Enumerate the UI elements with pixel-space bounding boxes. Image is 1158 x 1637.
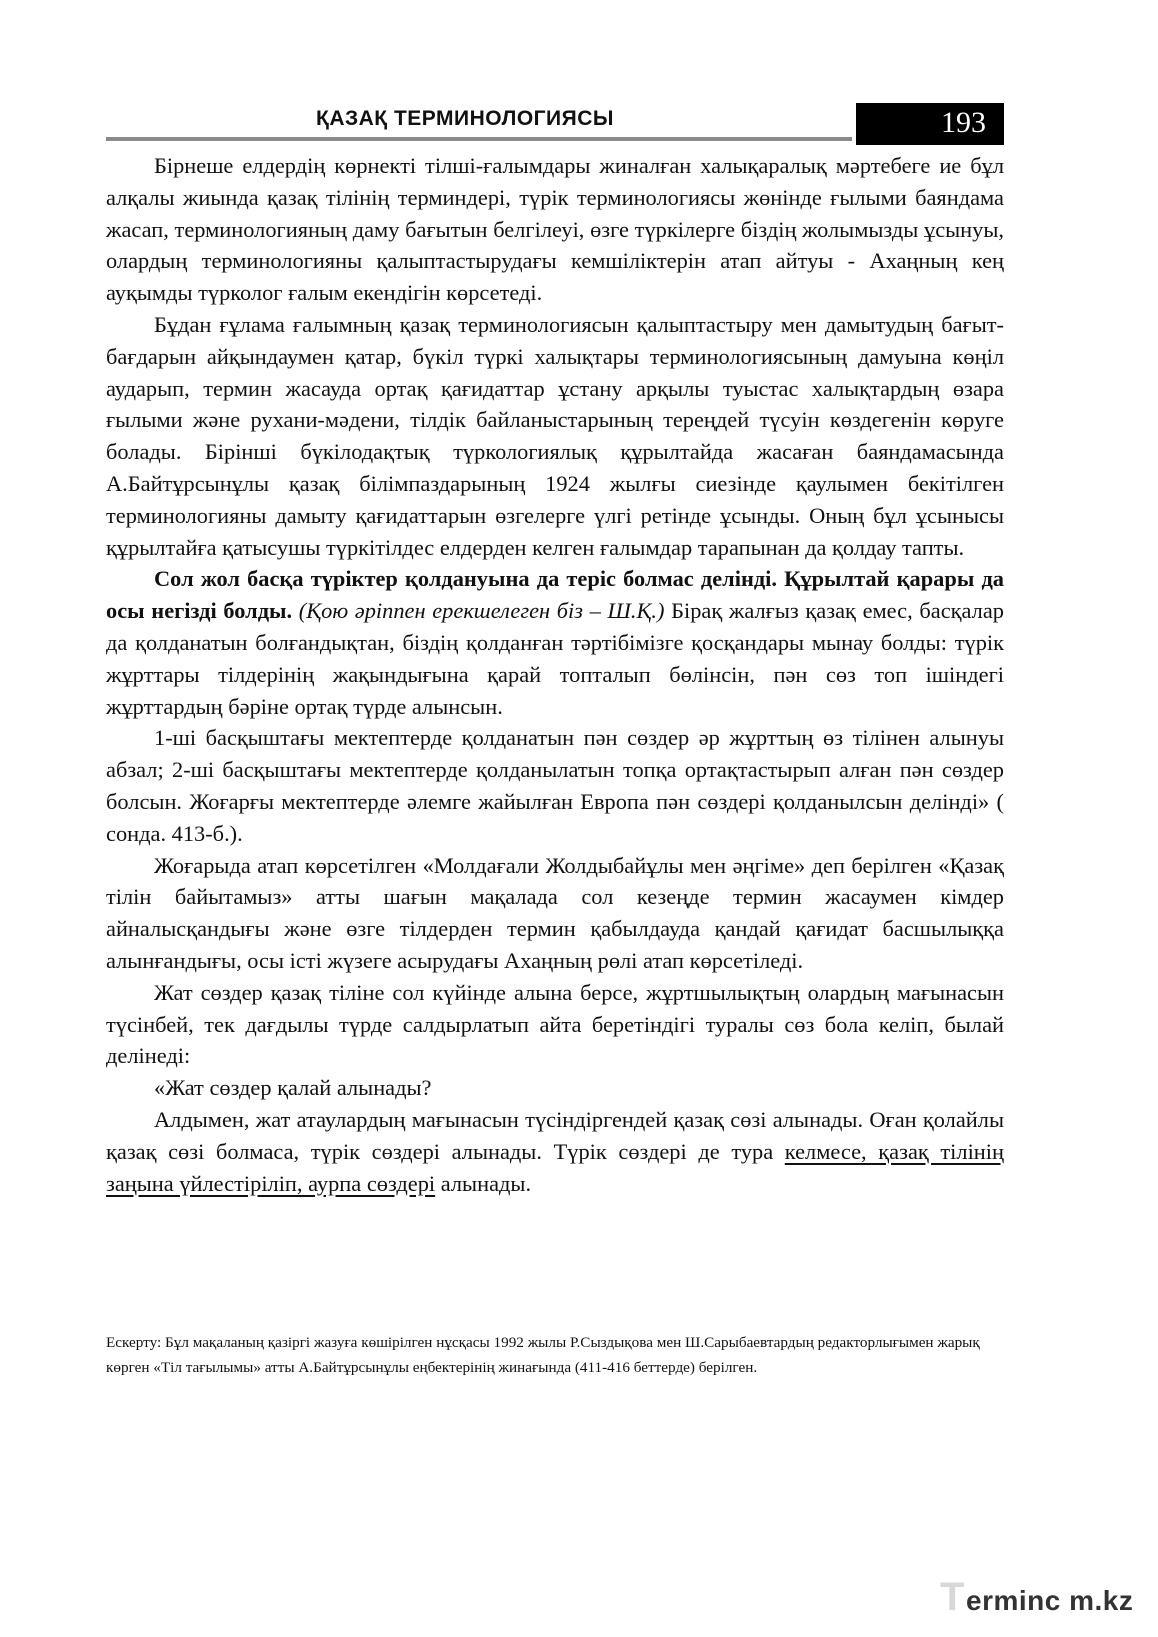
- paragraph-2: Бұдан ғұлама ғалымның қазақ терминологиясын қалыптастыру мен дамытудың бағыт-бағдарын айқындаумен қатар, бүкіл түркі халықтары терминологиясының дамуына көңіл аударып, термин жасауда ортақ қағидаттар ұстану арқылы туыстас халықтардың өзара ғылыми және рухани-мәдени, тілдік байланыстарының тереңдей түсуін көздегенін көруге болады. Бірінші бүкілодақтық түркологиялық құрылтайда жасаған баяндамасында А.Байтұрсынұлы қазақ білімпаздарының 1924 жылғы сиезінде қаулымен бекітілген терминологияны дамыту қағидаттарын өзгелерге үлгі ретінде ұсынды. Оның бұл ұсынысы құрылтайға қатысушы түркітілдес елдерден келген ғалымдар тарапынан да қолдау тапты.: [106, 311, 1004, 560]
- paragraph-8-start: Алдымен, жат атаулардың мағынасын түсіндіргендей қазақ сөзі алынады. Оған қолайлы қазақ сөзі болмаса, түрік сөздері алынады. Түрік сөздері де тура: [106, 1106, 1004, 1164]
- paragraph-6: Жат сөздер қазақ тіліне сол күйінде алына берсе, жұртшылықтың олардың мағынасын түсінбей, тек дағдылы түрде салдырлатып айта беретіндігі туралы сөз бола келіп, былай делінеді:: [106, 979, 1004, 1069]
- running-header: [106, 103, 1004, 145]
- main-text: [106, 150, 1004, 1199]
- paragraph-1: Бірнеше елдердің көрнекті тілші-ғалымдары жиналған халықаралық мәртебеге ие бұл алқалы жиында қазақ тілінің терминдері, түрік терминологиясы жөнінде ғылыми баяндама жасап, терминологияның даму бағытын белгілеуі, өзге түркілерге біздің жолымызды ұсынуы, олардың терминологияны қалыптастырудағы кемшіліктерін атап айтуы - Ахаңның кең ауқымды түрколог ғалым екендігін көрсетеді.: [106, 153, 1004, 306]
- footnote: Ескерту: Бұл мақаланың қазіргі жазуға көшірілген нұсқасы 1992 жылы Р.Сыздықова мен Ш.Сарыбаевтардың редакторлығымен жарық көрген «Тіл тағылымы» атты А.Байтұрсынұлы еңбектерінің жинағында (411-416 беттерде) берілген.: [106, 1334, 980, 1376]
- watermark-text: erminc m.kz: [966, 1585, 1134, 1616]
- paragraph-3: [106, 563, 1004, 722]
- running-header-title: ҚАЗАҚ ТЕРМИНОЛОГИЯСЫ: [316, 107, 614, 130]
- italic-note: (Қою әріппен ерекшелеген біз – Ш.Қ.): [298, 598, 665, 624]
- paragraph-4: 1-ші басқыштағы мектептерде қолданатын пән сөздер әр жұрттың өз тілінен алынуы абзал; 2-ші басқыштағы мектептерде қолданылатын топқа ортақтастырып алған пән сөздер болсын. Жоғарғы мектептерде әлемге жайылған Европа пән сөздері қолданылсын делінді» ( сонда. 413-б.).: [106, 725, 1004, 846]
- paragraph-8: [106, 1104, 1004, 1199]
- paragraph-5: Жоғарыда атап көрсетілген «Молдағали Жолдыбайұлы мен әңгіме» деп берілген «Қазақ тілін байытамыз» атты шағын мақалада сол кезеңде термин жасаумен кімдер айналысқандығы және өзге тілдерден термин қабылдауда қандай қағидат басшылыққа алынғандығы, осы істі жүзеге асырудағы Ахаңның рөлі атап көрсетіледі.: [106, 852, 1004, 973]
- watermark-letter: T: [940, 1575, 965, 1619]
- paragraph-8-end: алынады.: [440, 1170, 532, 1196]
- header-rule: [106, 137, 852, 141]
- underlined-phrase: келмесе, қазақ тілінің заңына үйлестіріліп, аурпа сөздері: [106, 1138, 1004, 1196]
- page-number: 193: [856, 103, 1004, 145]
- watermark-logo: [940, 1575, 1152, 1623]
- paragraph-7: «Жат сөздер қалай алынады?: [154, 1075, 432, 1101]
- paragraph-3-rest: Бірақ жалғыз қазақ емес, басқалар да қолданатын болғандықтан, біздің қолданған тәртібімізге қосқандары мынау болды: түрік жұрттары тілдерінің жақындығына қарай топталып бөлінсін, пән сөз топ ішіндегі жұрттардың бәріне ортақ түрде алынсын.: [106, 598, 1004, 719]
- bold-quote: Сол жол басқа түріктер қолдануына да теріс болмас делінді. Құрылтай қарары да осы негізді болды.: [106, 566, 1004, 624]
